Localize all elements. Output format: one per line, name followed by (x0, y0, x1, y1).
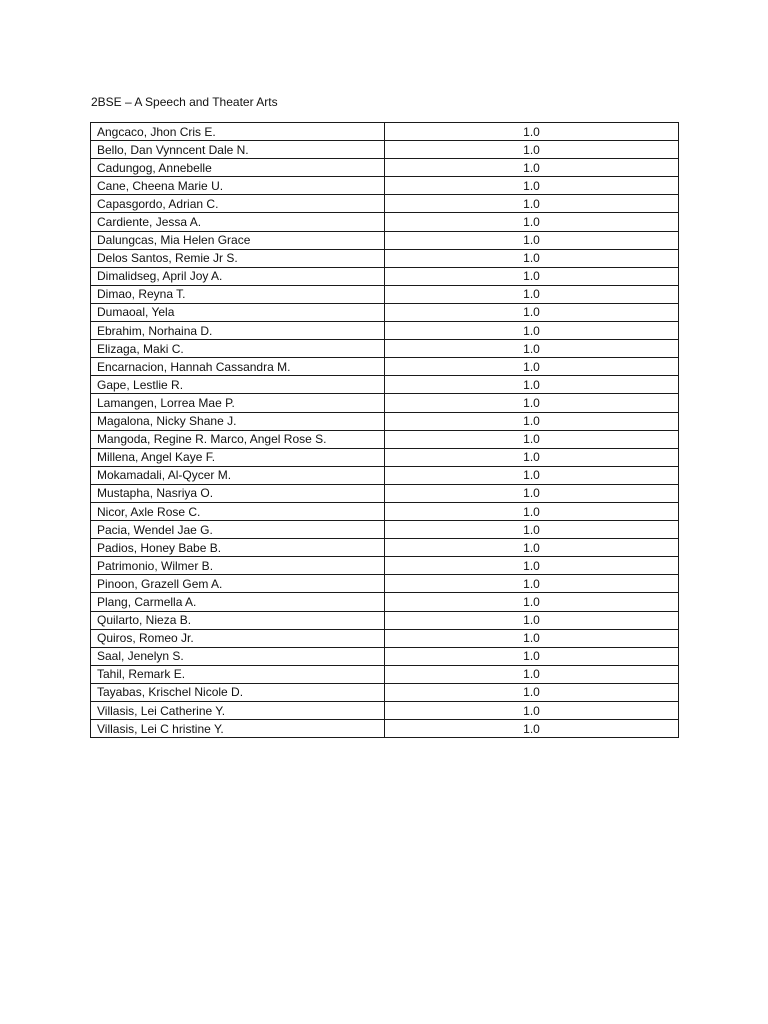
student-name-cell: Lamangen, Lorrea Mae P. (91, 394, 385, 412)
student-name-cell: Magalona, Nicky Shane J. (91, 412, 385, 430)
student-name-cell: Cane, Cheena Marie U. (91, 177, 385, 195)
student-name-cell: Dimalidseg, April Joy A. (91, 267, 385, 285)
table-row (91, 683, 679, 701)
grades-table (90, 122, 679, 738)
table-row (91, 466, 679, 484)
table-row (91, 358, 679, 376)
student-name-cell: Elizaga, Maki C. (91, 340, 385, 358)
table-row (91, 177, 679, 195)
table-row (91, 123, 679, 141)
table-row (91, 303, 679, 321)
student-name-cell: Delos Santos, Remie Jr S. (91, 249, 385, 267)
grade-cell: 1.0 (385, 358, 679, 376)
table-row (91, 249, 679, 267)
table-row (91, 213, 679, 231)
student-name-cell: Villasis, Lei Catherine Y. (91, 702, 385, 720)
grade-cell: 1.0 (385, 123, 679, 141)
student-name-cell: Nicor, Axle Rose C. (91, 502, 385, 520)
grade-cell: 1.0 (385, 141, 679, 159)
table-row (91, 521, 679, 539)
student-name-cell: Pinoon, Grazell Gem A. (91, 575, 385, 593)
table-row (91, 484, 679, 502)
grade-cell: 1.0 (385, 213, 679, 231)
grade-cell: 1.0 (385, 177, 679, 195)
table-row (91, 702, 679, 720)
grade-cell: 1.0 (385, 720, 679, 738)
student-name-cell: Tahil, Remark E. (91, 665, 385, 683)
grade-cell: 1.0 (385, 557, 679, 575)
grade-cell: 1.0 (385, 539, 679, 557)
student-name-cell: Pacia, Wendel Jae G. (91, 521, 385, 539)
grade-cell: 1.0 (385, 665, 679, 683)
student-name-cell: Villasis, Lei C hristine Y. (91, 720, 385, 738)
table-row (91, 267, 679, 285)
grade-cell: 1.0 (385, 466, 679, 484)
grade-cell: 1.0 (385, 412, 679, 430)
grade-cell: 1.0 (385, 303, 679, 321)
grade-cell: 1.0 (385, 484, 679, 502)
grade-cell: 1.0 (385, 340, 679, 358)
grade-cell: 1.0 (385, 702, 679, 720)
grade-cell: 1.0 (385, 285, 679, 303)
student-name-cell: Mokamadali, Al-Qycer M. (91, 466, 385, 484)
grade-cell: 1.0 (385, 629, 679, 647)
grade-cell: 1.0 (385, 376, 679, 394)
grade-cell: 1.0 (385, 521, 679, 539)
student-name-cell: Dumaoal, Yela (91, 303, 385, 321)
student-name-cell: Cardiente, Jessa A. (91, 213, 385, 231)
grade-cell: 1.0 (385, 267, 679, 285)
student-name-cell: Patrimonio, Wilmer B. (91, 557, 385, 575)
student-name-cell: Plang, Carmella A. (91, 593, 385, 611)
student-name-cell: Millena, Angel Kaye F. (91, 448, 385, 466)
student-name-cell: Angcaco, Jhon Cris E. (91, 123, 385, 141)
student-name-cell: Ebrahim, Norhaina D. (91, 322, 385, 340)
grade-cell: 1.0 (385, 683, 679, 701)
grade-cell: 1.0 (385, 593, 679, 611)
student-name-cell: Quilarto, Nieza B. (91, 611, 385, 629)
student-name-cell: Encarnacion, Hannah Cassandra M. (91, 358, 385, 376)
grade-cell: 1.0 (385, 611, 679, 629)
table-row (91, 557, 679, 575)
table-row (91, 231, 679, 249)
table-row (91, 376, 679, 394)
table-row (91, 611, 679, 629)
grade-cell: 1.0 (385, 647, 679, 665)
table-row (91, 322, 679, 340)
table-row (91, 412, 679, 430)
student-name-cell: Padios, Honey Babe B. (91, 539, 385, 557)
student-name-cell: Dalungcas, Mia Helen Grace (91, 231, 385, 249)
table-row (91, 448, 679, 466)
grade-cell: 1.0 (385, 448, 679, 466)
grade-cell: 1.0 (385, 159, 679, 177)
table-row (91, 141, 679, 159)
grade-cell: 1.0 (385, 575, 679, 593)
grade-cell: 1.0 (385, 231, 679, 249)
student-name-cell: Dimao, Reyna T. (91, 285, 385, 303)
table-row (91, 195, 679, 213)
table-row (91, 720, 679, 738)
table-row (91, 665, 679, 683)
student-name-cell: Quiros, Romeo Jr. (91, 629, 385, 647)
table-row (91, 629, 679, 647)
grade-cell: 1.0 (385, 430, 679, 448)
table-row (91, 593, 679, 611)
table-row (91, 647, 679, 665)
grade-cell: 1.0 (385, 195, 679, 213)
grade-cell: 1.0 (385, 322, 679, 340)
grade-cell: 1.0 (385, 394, 679, 412)
table-row (91, 159, 679, 177)
student-name-cell: Bello, Dan Vynncent Dale N. (91, 141, 385, 159)
grade-cell: 1.0 (385, 249, 679, 267)
table-row (91, 430, 679, 448)
table-row (91, 575, 679, 593)
student-name-cell: Capasgordo, Adrian C. (91, 195, 385, 213)
student-name-cell: Gape, Lestlie R. (91, 376, 385, 394)
student-name-cell: Tayabas, Krischel Nicole D. (91, 683, 385, 701)
grade-cell: 1.0 (385, 502, 679, 520)
student-name-cell: Mustapha, Nasriya O. (91, 484, 385, 502)
page-title: 2BSE – A Speech and Theater Arts (91, 95, 278, 109)
student-name-cell: Mangoda, Regine R. Marco, Angel Rose S. (91, 430, 385, 448)
table-row (91, 502, 679, 520)
student-name-cell: Cadungog, Annebelle (91, 159, 385, 177)
table-row (91, 340, 679, 358)
table-row (91, 539, 679, 557)
grades-table-body (91, 123, 679, 738)
student-name-cell: Saal, Jenelyn S. (91, 647, 385, 665)
table-row (91, 394, 679, 412)
table-row (91, 285, 679, 303)
